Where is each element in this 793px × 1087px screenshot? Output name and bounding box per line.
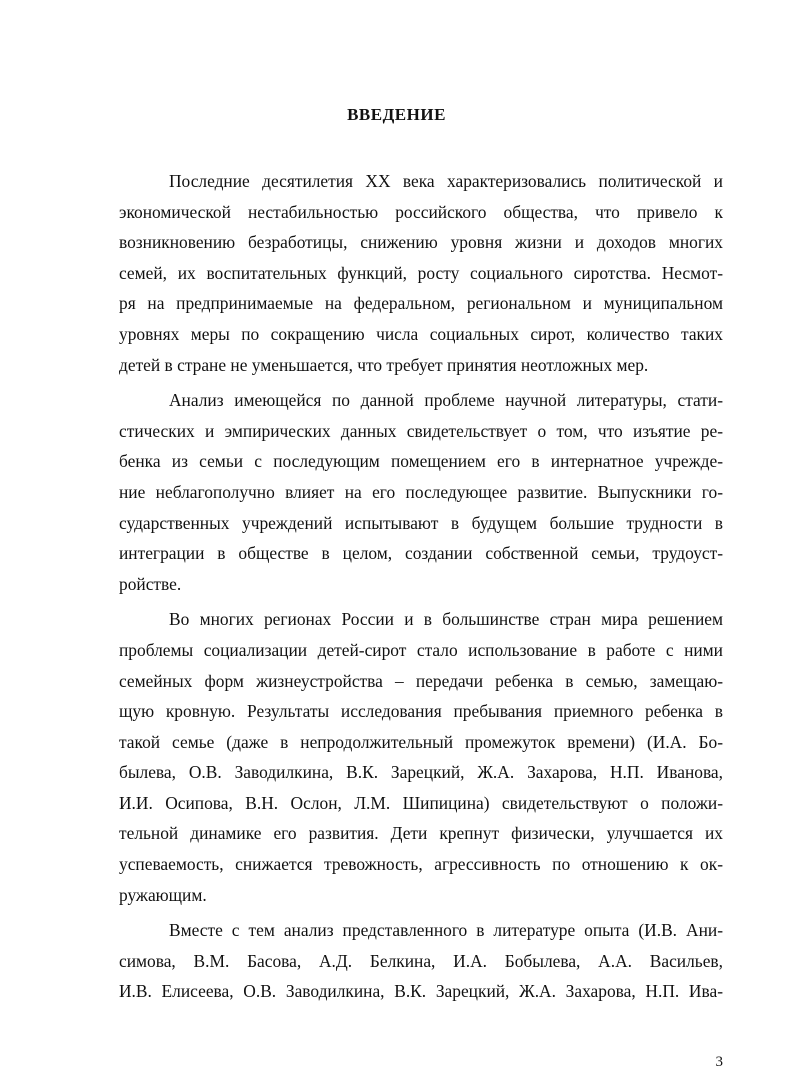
text-line: такой семье (даже в непродолжительный промежуток времени) (И.А. Бо- <box>119 731 723 752</box>
paragraph <box>119 166 723 380</box>
text-line: успеваемость, снижается тревожность, агрессивность по отношению к ок- <box>119 854 723 875</box>
text-line: Во многих регионах России и в большинстве стран мира решением <box>169 609 723 630</box>
text-line: симова, В.М. Басова, А.Д. Белкина, И.А. Бобылева, А.А. Васильев, <box>119 950 723 971</box>
paragraph <box>119 915 723 1007</box>
text-line: ние неблагополучно влияет на его последующее развитие. Выпускники го- <box>119 481 723 502</box>
text-line: И.В. Елисеева, О.В. Заводилкина, В.К. Зарецкий, Ж.А. Захарова, Н.П. Ива- <box>119 981 723 1002</box>
text-line: проблемы социализации детей-сирот стало использование в работе с ними <box>119 639 723 660</box>
text-line: былева, О.В. Заводилкина, В.К. Зарецкий, Ж.А. Захарова, Н.П. Иванова, <box>119 762 723 783</box>
section-heading: ВВЕДЕНИЕ <box>347 105 446 124</box>
paragraph <box>119 385 723 599</box>
text-line: И.И. Осипова, В.Н. Ослон, Л.М. Шипицина) свидетельствуют о положи- <box>119 792 723 813</box>
text-line: детей в стране не уменьшается, что требует принятия неотложных мер. <box>119 354 649 375</box>
page-number: 3 <box>715 1054 723 1070</box>
text-line: ружающим. <box>119 884 207 905</box>
text-line: Последние десятилетия XX века характеризовались политической и <box>169 171 723 191</box>
body-text <box>119 166 723 1007</box>
text-line: тельной динамике его развития. Дети крепнут физически, улучшается их <box>119 823 723 844</box>
text-line: возникновению безработицы, снижению уровня жизни и доходов многих <box>119 232 723 253</box>
text-line: ройстве. <box>119 573 182 594</box>
text-line: семей, их воспитательных функций, росту социального сиротства. Несмот- <box>119 262 723 283</box>
text-line: экономической нестабильностью российского общества, что привело к <box>119 201 723 222</box>
paragraph <box>119 604 723 910</box>
text-line: ря на предпринимаемые на федеральном, региональном и муниципальном <box>119 293 723 314</box>
text-line: бенка из семьи с последующим помещением его в интернатное учрежде- <box>119 451 723 472</box>
text-line: Анализ имеющейся по данной проблеме научной литературы, стати- <box>169 390 723 411</box>
text-line: щую кровную. Результаты исследования пребывания приемного ребенка в <box>119 701 723 722</box>
text-line: уровнях меры по сокращению числа социальных сирот, количество таких <box>119 323 723 344</box>
text-line: стических и эмпирических данных свидетельствует о том, что изъятие ре- <box>119 420 723 441</box>
text-line: Вместе с тем анализ представленного в литературе опыта (И.В. Ани- <box>169 920 723 941</box>
text-line: сударственных учреждений испытывают в будущем большие трудности в <box>119 512 723 533</box>
text-line: семейных форм жизнеустройства – передачи ребенка в семью, замещаю- <box>119 670 723 691</box>
text-line: интеграции в обществе в целом, создании собственной семьи, трудоуст- <box>119 543 723 564</box>
